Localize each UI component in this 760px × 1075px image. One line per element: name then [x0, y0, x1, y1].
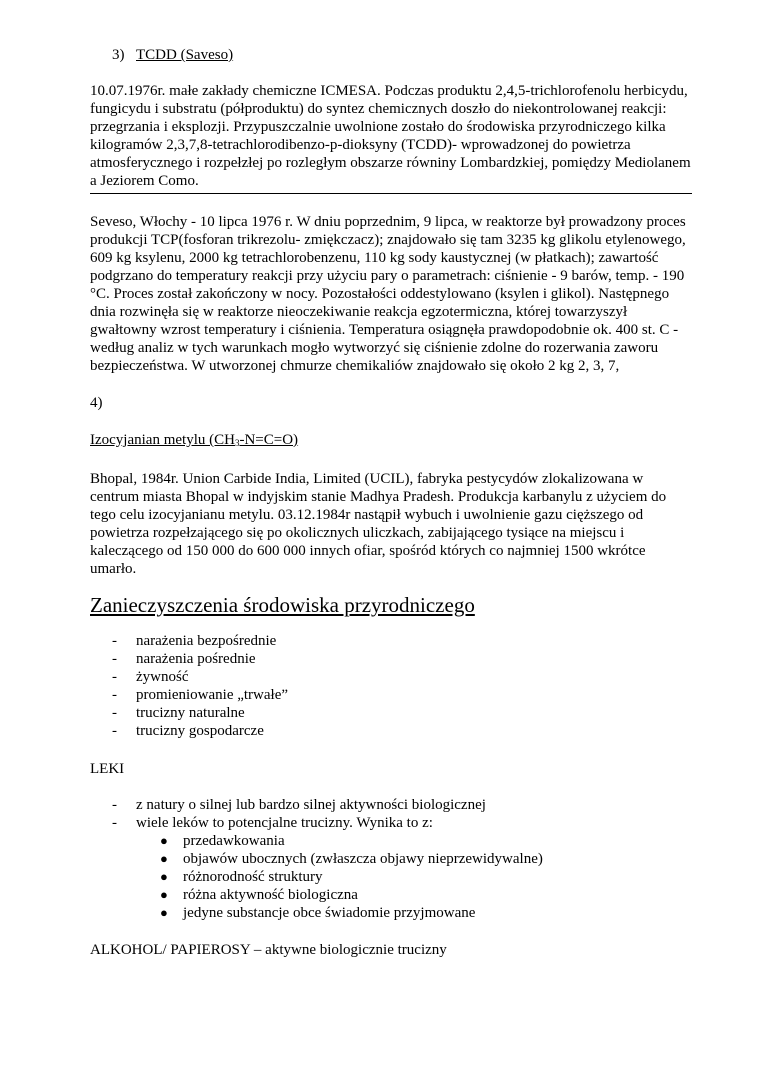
section-3-details: Seveso, Włochy - 10 lipca 1976 r. W dniu poprzednim, 9 lipca, w reaktorze był prowadzony proces produkcji TCP(fosforan trikrezolu- zmiękczacz); znajdowało się tam 3235 kg glikolu etylenowego, 609 kg ksylenu, 2000 kg tetrachlorobenzenu, 110 kg sody kaustycznej (w płatkach); zawartość podgrzano do temperatury reakcji przy użyciu pary o parametrach: ciśnienie - 9 barów, temp. - 190 °C. Proces został zakończony w nocy. Pozostałości oddestylowano (ksylen i glikol). Następnego dnia rozwinęła się w reaktorze nieoczekiwanie reakcja egzotermiczna, której towarzyszył gwałtowny wzrost temperatury i ciśnienia. Temperatura osiągnęła prawdopodobnie ok. 400 st. C - według analiz w tych warunkach mogło wytworzyć się ciśnienie zdolne do rozerwania zaworu bezpieczeństwa. W utworzonej chmurze chemikaliów znajdowało się około 2 kg 2, 3, 7, — [90, 214, 686, 374]
divider-line — [90, 193, 692, 194]
list-item: - żywność — [112, 669, 189, 685]
list-item: - z natury o silnej lub bardzo silnej aktywności biologicznej — [112, 797, 486, 813]
section-3-intro: 10.07.1976r. małe zakłady chemiczne ICMESA. Podczas produktu 2,4,5-trichlorofenolu herbicydu, fungicydu i substratu (półproduktu) do syntez chemicznych doszło do niekontrolowanej reakcji: przegrzania i eksplozji. Przypuszczalnie uwolnione zostało do środowiska przyrodniczego kilka kilogramów 2,3,7,8-tetrachlorodibenzo-p-dioksyny (TCDD)- wprowadzonej do powietrza atmosferycznego i rozpełzłej po rozległym obszarze równiny Lombardzkiej, pomiędzy Mediolanem a Jeziorem Como. — [90, 83, 691, 189]
section-4-title: Izocyjanian metylu $(CH_3-N=C=O)$ — [90, 432, 299, 448]
closing-line: ALKOHOL/ PAPIEROSY – aktywne biologicznie trucizny — [90, 942, 447, 958]
list-item: - trucizny naturalne — [112, 705, 245, 721]
list-item: - promieniowanie „trwałe” — [112, 687, 289, 703]
section-3-heading — [112, 46, 692, 64]
list-item: - narażenia pośrednie — [112, 651, 256, 667]
list-item: - trucizny gospodarcze — [112, 723, 264, 739]
document-page — [90, 46, 692, 959]
leki-sublist — [90, 832, 692, 922]
pollution-list — [90, 632, 692, 740]
leki-list — [90, 796, 692, 832]
section-4-text: Bhopal, 1984r. Union Carbide India, Limited (UCIL), fabryka pestycydów zlokalizowana w centrum miasta Bhopal w indyjskim stanie Madhya Pradesh. Produkcja karbanylu z użyciem do tego celu izocyjanianu metylu. 03.12.1984r nastąpił wybuch i uwolnienie gazu cięższego od powietrza rozpełzającego się po okolicznych uliczkach, zabijającego tysiące na miejscu i kaleczącego od 150 000 do 600 000 innych ofiar, spośród których co najmniej 1500 wkrótce umarło. — [90, 471, 667, 577]
list-item: - wiele leków to potencjalne trucizny. Wynika to z: — [112, 815, 433, 831]
list-item: ● jedyne substancje obce świadomie przyjmowane — [160, 905, 476, 921]
list-item: ● różnorodność struktury — [160, 869, 323, 885]
list-item: ● różna aktywność biologiczna — [160, 887, 358, 903]
list-item: ● objawów ubocznych (zwłaszcza objawy nieprzewidywalne) — [160, 851, 543, 867]
pollution-heading: Zanieczyszczenia środowiska przyrodniczego — [90, 593, 475, 617]
section-3-title: TCDD (Saveso) — [136, 47, 234, 63]
section-4-number: 4) — [90, 395, 103, 411]
section-3-number: 3) — [112, 47, 125, 63]
leki-heading: LEKI — [90, 761, 125, 777]
list-item: - narażenia bezpośrednie — [112, 633, 277, 649]
list-item: ● przedawkowania — [160, 833, 285, 849]
